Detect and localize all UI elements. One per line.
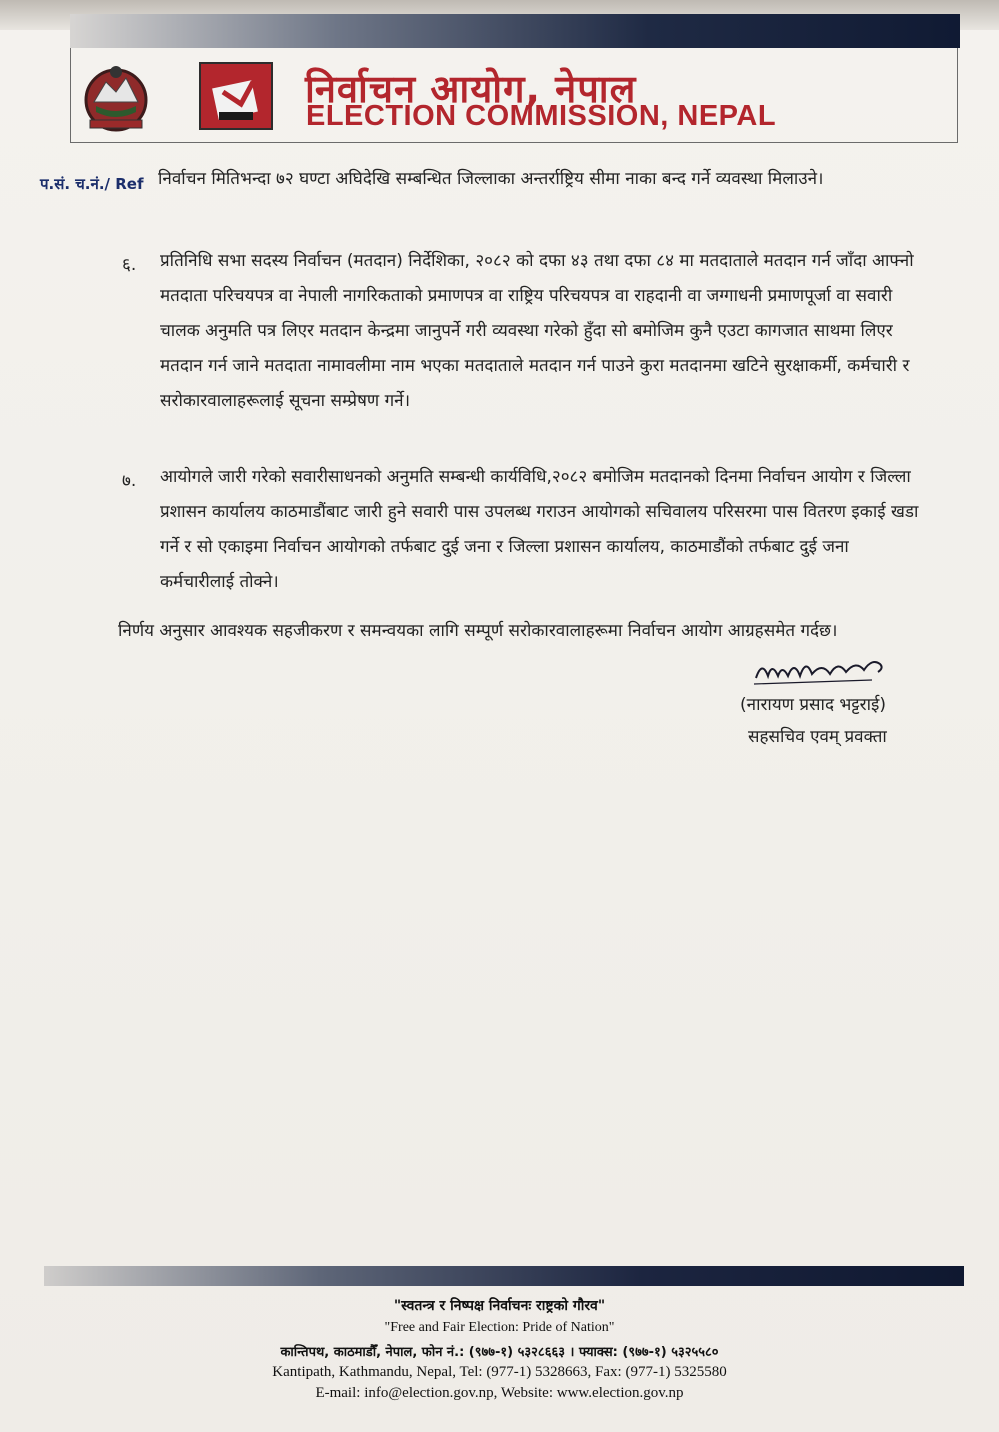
reference-label: प.सं. च.नं./ Ref bbox=[40, 175, 144, 193]
continuation-paragraph: निर्वाचन मितिभन्दा ७२ घण्टा अघिदेखि सम्बन्धित जिल्लाका अन्तर्राष्ट्रिय सीमा नाका बन्द गर्ने व्यवस्था मिलाउने। bbox=[158, 169, 824, 189]
header-title-nepali: निर्वाचन आयोग, नेपाल bbox=[305, 67, 637, 111]
footer-slogan-nepali: "स्वतन्त्र र निष्पक्ष निर्वाचनः राष्ट्रको गौरव" bbox=[393, 1298, 606, 1314]
footer-band bbox=[44, 1266, 964, 1286]
header-title-english: ELECTION COMMISSION, NEPAL bbox=[306, 100, 777, 132]
signatory-title: सहसचिव एवम् प्रवक्ता bbox=[748, 727, 887, 747]
closing-paragraph: निर्णय अनुसार आवश्यक सहजीकरण र समन्वयका लागि सम्पूर्ण सरोकारवालाहरूमा निर्वाचन आयोग आग्रहसमेत गर्दछ। bbox=[118, 621, 838, 641]
item-6-paragraph: प्रतिनिधि सभा सदस्य निर्वाचन (मतदान) निर्देशिका, २०८२ को दफा ४३ तथा दफा ८४ मा मतदाताले मतदान गर्न जाँदा आफ्नो मतदाता परिचयपत्र वा नेपाली नागरिकताको प्रमाणपत्र वा राष्ट्रिय परिचयपत्र वा राहदानी वा जग्गाधनी प्रमाणपूर्जा वा सवारी चालक अनुमति पत्र लिएर मतदान केन्द्रमा जानुपर्ने गरी व्यवस्था गरेको हुँदा सो बमोजिम कुनै एउटा कागजात साथमा लिएर मतदान गर्न जाने मतदाता नामावलीमा नाम भएका मतदाताले मतदान गर्न पाउने कुरा मतदानमा खटिने सुरक्षाकर्मी, कर्मचारी र सरोकारवालाहरूलाई सूचना सम्प्रेषण गर्ने। bbox=[160, 251, 914, 411]
item-7-number: ७. bbox=[122, 471, 137, 491]
footer-address-nepali: कान्तिपथ, काठमाडौँ, नेपाल, फोन नं.: (९७७-१) ५३२८६६३ । फ्याक्स: (९७७-१) ५३२५५८० bbox=[280, 1345, 719, 1360]
election-commission-logo bbox=[199, 62, 273, 130]
item-7-paragraph: आयोगले जारी गरेको सवारीसाधनको अनुमति सम्बन्धी कार्यविधि,२०८२ बमोजिम मतदानको दिनमा निर्वाचन आयोग र जिल्ला प्रशासन कार्यालय काठमाडौंबाट जारी हुने सवारी पास उपलब्ध गराउन आयोगको सचिवालय परिसरमा पास वितरण इकाई खडा गर्ने र सो एकाइमा निर्वाचन आयोगको तर्फबाट दुई जना र जिल्ला प्रशासन कार्यालय, काठमाडौंको तर्फबाट दुई जना कर्मचारीलाई तोक्ने। bbox=[160, 467, 919, 592]
header-band bbox=[70, 14, 960, 48]
item-6-number: ६. bbox=[122, 255, 137, 275]
signatory-name: (नारायण प्रसाद भट्टराई) bbox=[740, 695, 886, 715]
nepal-emblem-icon bbox=[76, 62, 156, 134]
signature-mark bbox=[752, 650, 892, 690]
footer-address-english: Kantipath, Kathmandu, Nepal, Tel: (977-1) 5328663, Fax: (977-1) 5325580 bbox=[272, 1364, 727, 1380]
footer-slogan-english: "Free and Fair Election: Pride of Nation" bbox=[384, 1320, 615, 1335]
footer-contact: E-mail: info@election.gov.np, Website: www.election.gov.np bbox=[315, 1385, 684, 1401]
